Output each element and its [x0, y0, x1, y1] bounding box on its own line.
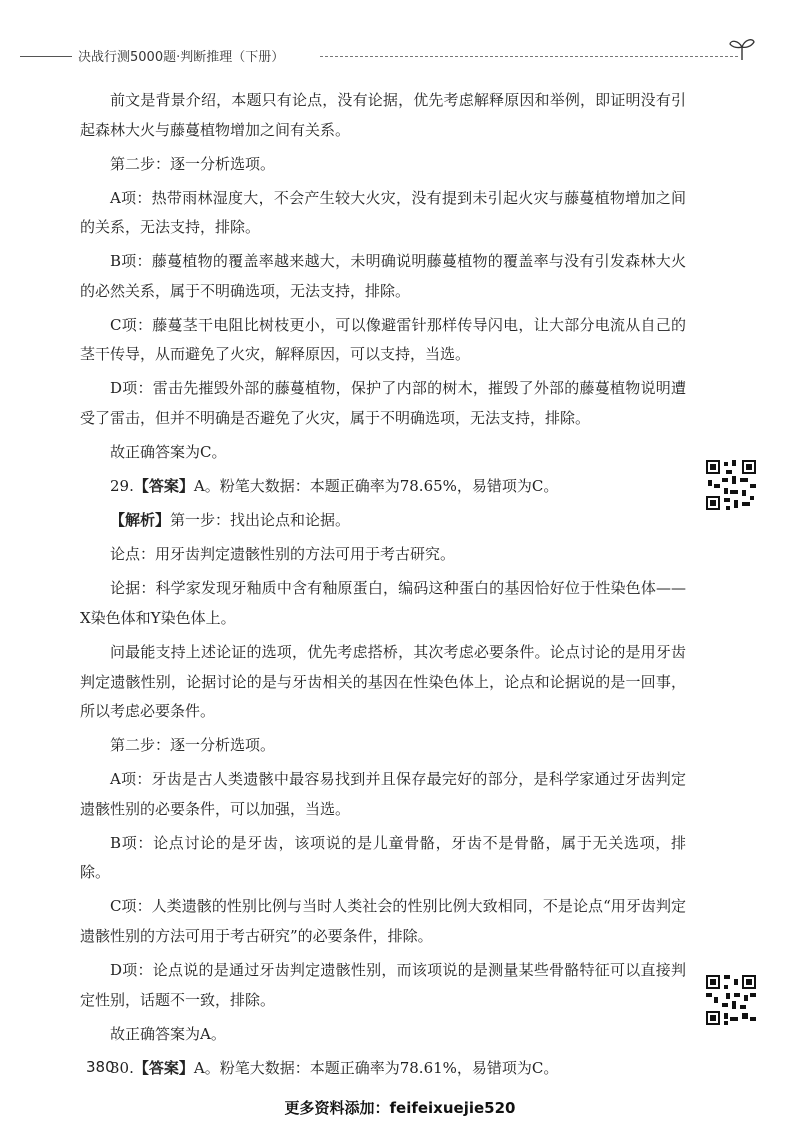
paragraph: D项：雷击先摧毁外部的藤蔓植物，保护了内部的树木，摧毁了外部的藤蔓植物说明遭受了雷击，但并不明确是否避免了火灾，属于不明确选项，无法支持，排除。 — [80, 379, 686, 427]
paragraph: 前文是背景介绍，本题只有论点，没有论据，优先考虑解释原因和举例，即证明没有引起森林大火与藤蔓植物增加之间有关系。 — [80, 91, 686, 139]
qr-code-icon[interactable] — [706, 975, 756, 1025]
analysis-paragraph — [80, 506, 686, 536]
answer-tag: 【答案】 — [133, 1058, 194, 1077]
answer-text: A。粉笔大数据：本题正确率为78.61%，易错项为C。 — [193, 1058, 559, 1077]
page-number: 380 — [86, 1058, 115, 1076]
paragraph: 问最能支持上述论证的选项，优先考虑搭桥，其次考虑必要条件。论点讨论的是用牙齿判定遗骸性别，论据讨论的是与牙齿相关的基因在性染色体上，论点和论据说的是一回事，所以考虑必要条件。 — [80, 643, 686, 721]
paragraph: A项：热带雨林湿度大，不会产生较大火灾，没有提到未引起火灾与藤蔓植物增加之间的关系，无法支持，排除。 — [80, 188, 686, 237]
paragraph: 第二步：逐一分析选项。 — [110, 154, 276, 173]
footer-note: 更多资料添加：feifeixuejie520 — [284, 1099, 516, 1117]
answer-paragraph-30 — [80, 1054, 686, 1084]
answer-tag: 【答案】 — [133, 477, 194, 496]
header-rule-right — [320, 56, 738, 57]
sprout-icon — [728, 36, 756, 62]
paragraph: 故正确答案为C。 — [110, 443, 227, 462]
question-number: 29. — [110, 477, 134, 496]
paragraph: C项：人类遗骸的性别比例与当时人类社会的性别比例大致相同，不是论点“用牙齿判定遗骸性别的方法可用于考古研究”的必要条件，排除。 — [80, 897, 686, 945]
paragraph: B项：论点讨论的是牙齿，该项说的是儿童骨骼，牙齿不是骨骼，属于无关选项，排除。 — [80, 833, 686, 882]
analysis-tag: 【解析】 — [110, 511, 171, 530]
question-number: 30. — [110, 1058, 134, 1077]
paragraph: A项：牙齿是古人类遗骸中最容易找到并且保存最完好的部分，是科学家通过牙齿判定遗骸性别的必要条件，可以加强，当选。 — [80, 770, 686, 818]
running-header — [20, 40, 760, 70]
paragraph: C项：藤蔓茎干电阻比树枝更小，可以像避雷针那样传导闪电，让大部分电流从自己的茎干传导，从而避免了火灾，解释原因，可以支持，当选。 — [80, 315, 686, 364]
paragraph: 论点：用牙齿判定遗骸性别的方法可用于考古研究。 — [110, 545, 456, 564]
qr-code-icon[interactable] — [706, 460, 756, 510]
paragraph: B项：藤蔓植物的覆盖率越来越大，未明确说明藤蔓植物的覆盖率与没有引发森林大火的必然关系，属于不明确选项，无法支持，排除。 — [80, 252, 686, 300]
paragraph: D项：论点说的是通过牙齿判定遗骸性别，而该项说的是测量某些骨骼特征可以直接判定性别，话题不一致，排除。 — [80, 961, 686, 1009]
header-title: 决战行测5000题·判断推理（下册） — [78, 50, 285, 65]
header-rule-left — [20, 56, 72, 57]
paragraph: 论据：科学家发现牙釉质中含有釉原蛋白，编码这种蛋白的基因恰好位于性染色体——X染色体和Y染色体上。 — [80, 579, 686, 627]
analysis-text: 第一步：找出论点和论据。 — [170, 511, 351, 530]
page-body — [80, 86, 686, 1088]
paragraph: 故正确答案为A。 — [110, 1024, 226, 1043]
answer-paragraph-29 — [80, 472, 686, 502]
paragraph: 第二步：逐一分析选项。 — [110, 736, 276, 755]
answer-text: A。粉笔大数据：本题正确率为78.65%，易错项为C。 — [193, 477, 559, 496]
